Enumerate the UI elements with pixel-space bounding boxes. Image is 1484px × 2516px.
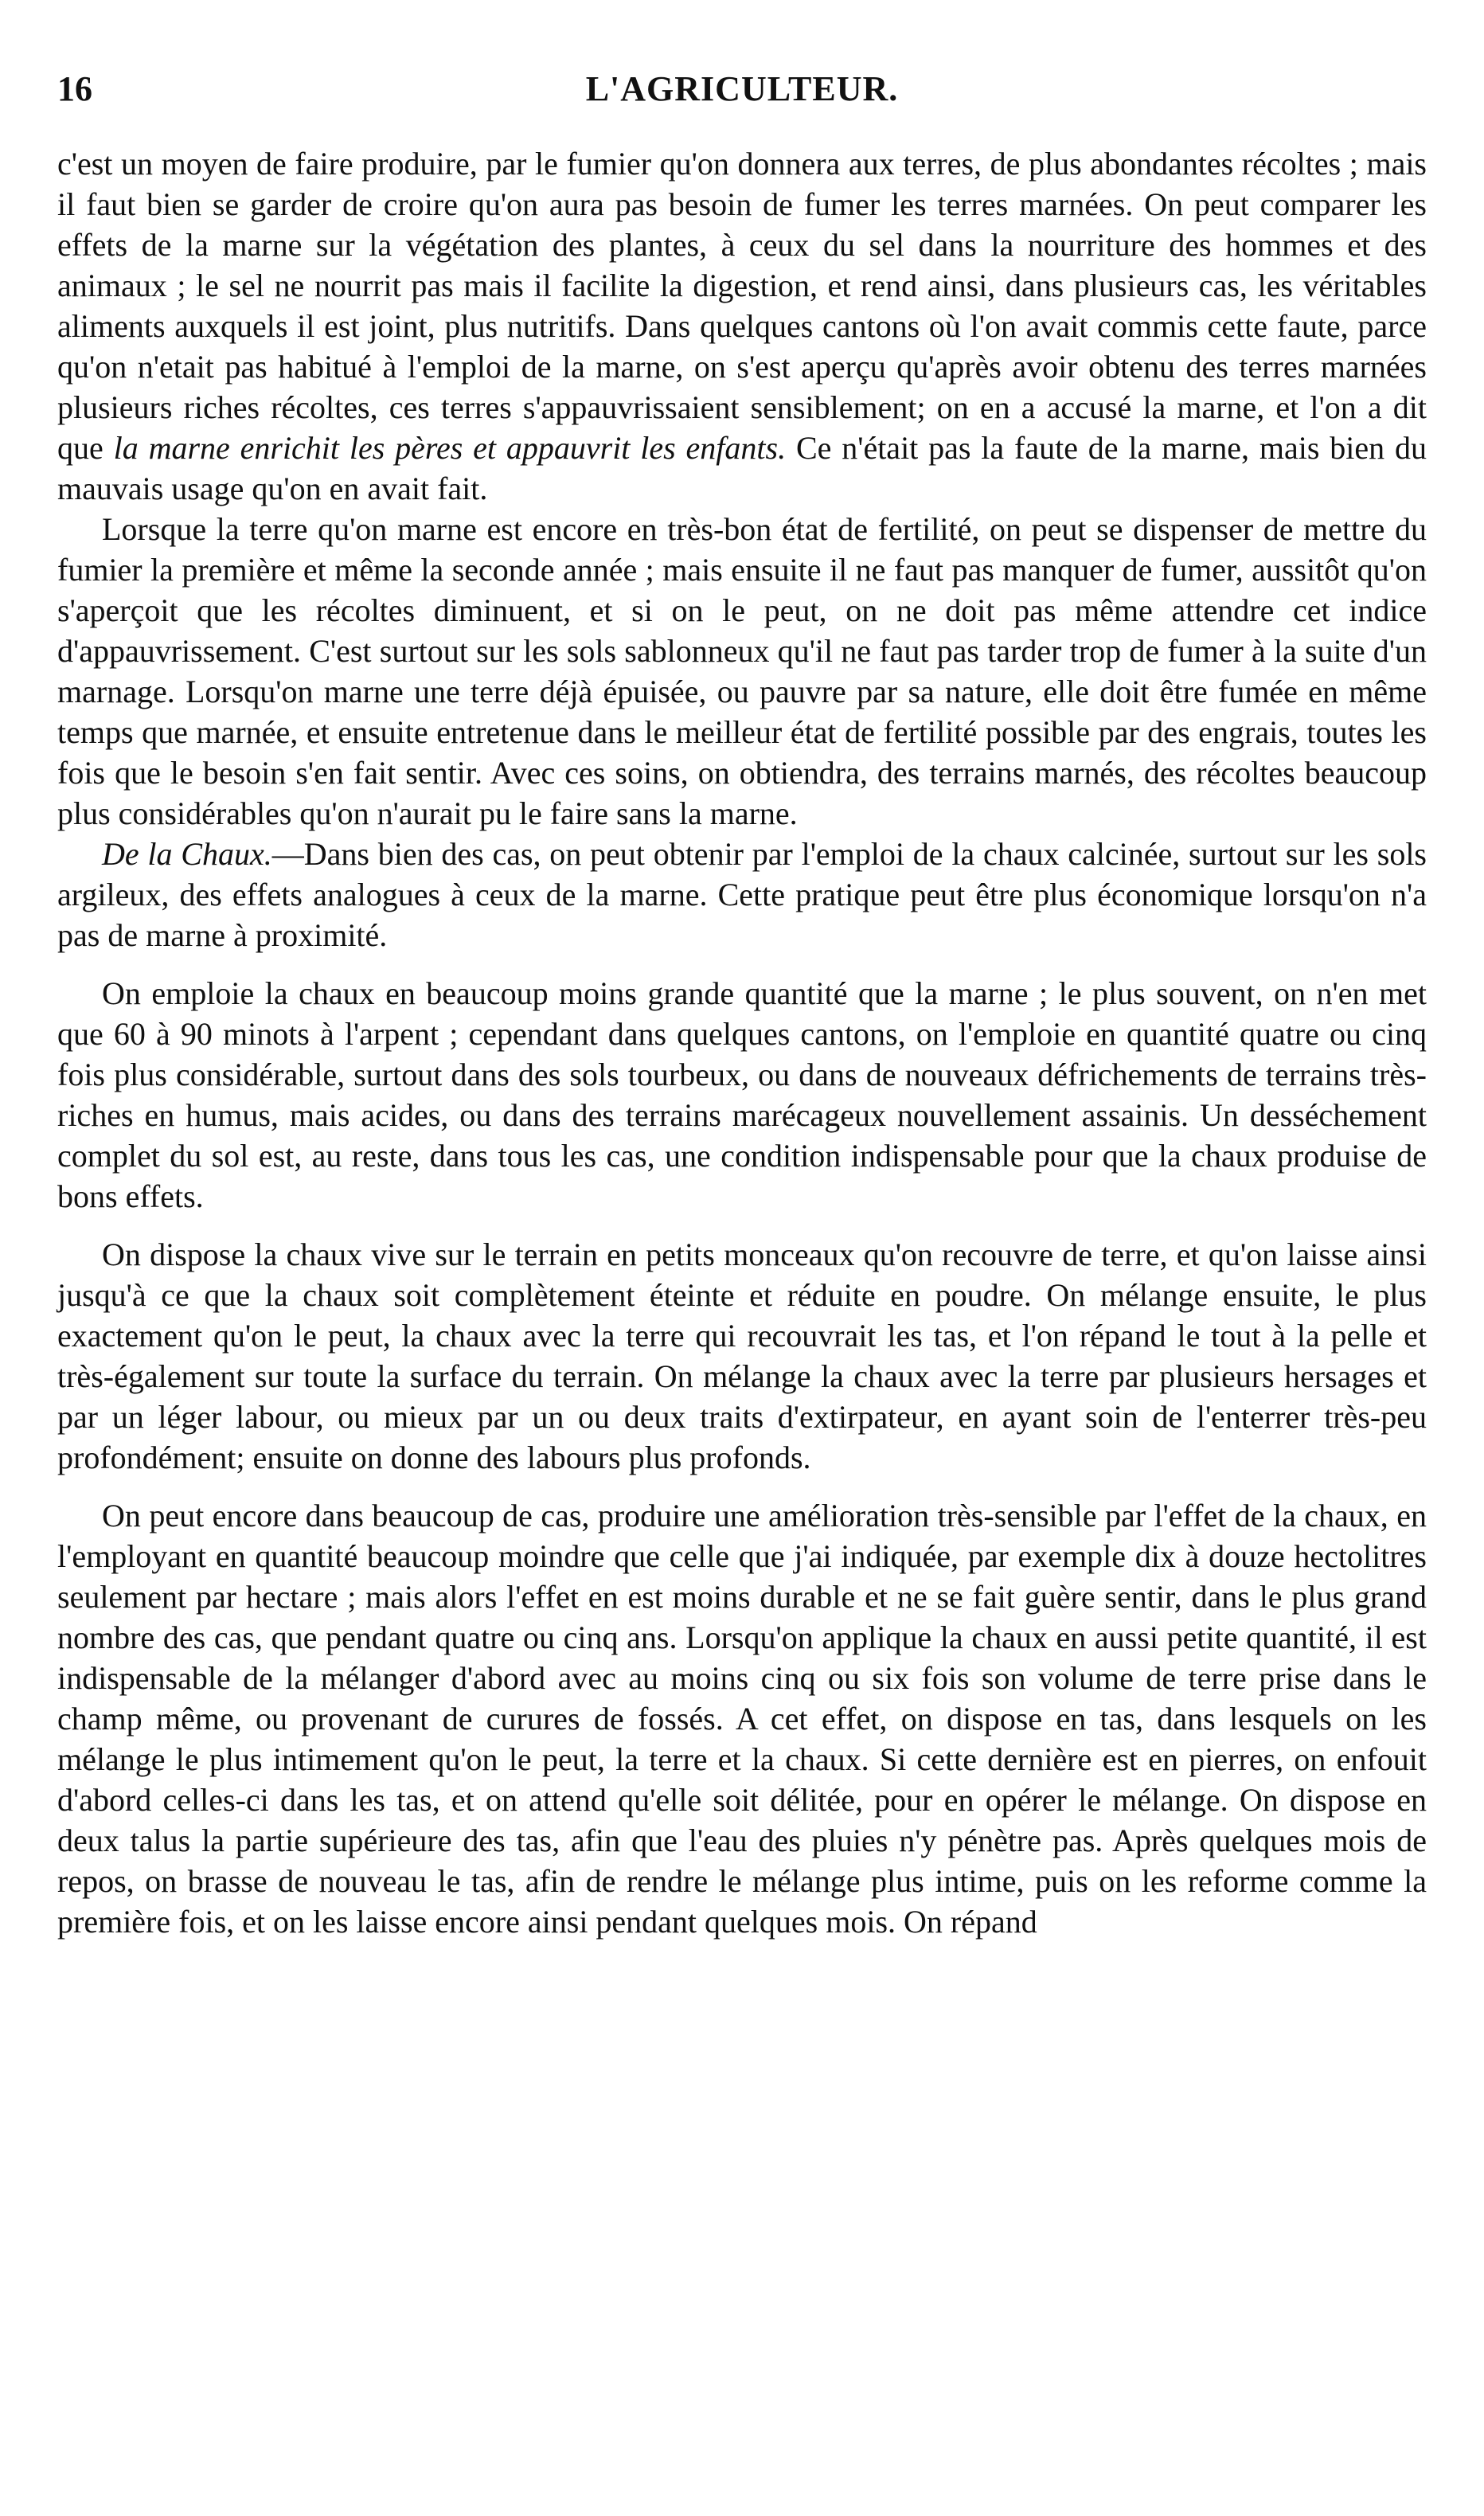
page-header [57, 68, 1427, 124]
text-run: Lorsque la terre qu'on marne est encore en très-bon état de fertilité, on peut se dispenser de mettre du fumier la première et même la seconde année ; mais ensuite il ne faut pas manquer de fumer, aussitôt qu'on s'aperçoit que les récoltes diminuent, et si on le peut, on ne doit pas même attendre cet indice d'appauvrissement. C'est surtout sur les sols sablonneux qu'il ne faut pas tarder trop de fumer à la suite d'un marnage. Lorsqu'on marne une terre déjà épuisée, ou pauvre par sa nature, elle doit être fumée en même temps que marnée, et ensuite entretenue dans le meilleur état de fertilité possible par des engrais, toutes les fois que le besoin s'en fait sentir. Avec ces soins, on obtiendra, des terrains marnés, des récoltes beaucoup plus considérables qu'on n'aurait pu le faire sans la marne. [57, 511, 1427, 831]
paragraph [57, 1495, 1427, 1942]
text-run: c'est un moyen de faire produire, par le fumier qu'on donnera aux terres, de plus abondantes récoltes ; mais il faut bien se garder de croire qu'on aura pas besoin de fumer les terres marnées. On peut comparer les effets de la marne sur la végétation des plantes, à ceux du sel dans la nourriture des hommes et des animaux ; le sel ne nourrit pas mais il facilite la digestion, et rend ainsi, dans plusieurs cas, les véritables aliments auxquels il est joint, plus nutritifs. Dans quelques cantons où l'on avait commis cette faute, parce qu'on n'etait pas habitué à l'emploi de la marne, on s'est aperçu qu'après avoir obtenu des terres marnées plusieurs riches récoltes, ces terres s'appauvrissaient sensiblement; on en a accusé la marne, et l'on a dit que [57, 146, 1427, 466]
italic-text-run: la marne enrichit les pères et appauvrit les enfants. [113, 430, 787, 466]
paragraph [57, 1234, 1427, 1478]
paragraph [57, 509, 1427, 834]
body-text [57, 143, 1427, 1942]
text-run: On dispose la chaux vive sur le terrain en petits monceaux qu'on recouvre de terre, et qu'on laisse ainsi jusqu'à ce que la chaux soit complètement éteinte et réduite en poudre. On mélange ensuite, le plus exactement qu'on le peut, la chaux avec la terre qui recouvrait les tas, et l'on répand le tout à la pelle et très-également sur toute la surface du terrain. On mélange la chaux avec la terre par plusieurs hersages et par un léger labour, ou mieux par un ou deux traits d'extirpateur, en ayant soin de l'enterrer très-peu profondément; ensuite on donne des labours plus profonds. [57, 1237, 1427, 1475]
text-run: On emploie la chaux en beaucoup moins grande quantité que la marne ; le plus souvent, on n'en met que 60 à 90 minots à l'arpent ; cependant dans quelques cantons, on l'emploie en quantité quatre ou cinq fois plus considérable, surtout dans des sols tourbeux, ou dans de nouveaux défrichements de terrains très-riches en humus, mais acides, ou dans des terrains marécageux nouvellement assainis. Un desséchement complet du sol est, au reste, dans tous les cas, une condition indispensable pour que la chaux produise de bons effets. [57, 975, 1427, 1214]
italic-text-run: De la Chaux. [102, 836, 272, 872]
paragraph [57, 143, 1427, 509]
running-title: L'AGRICULTEUR. [585, 69, 899, 108]
text-run: —Dans bien des cas, on peut obtenir par l'emploi de la chaux calcinée, surtout sur les sols argileux, des effets analogues à ceux de la marne. Cette pratique peut être plus économique lorsqu'on n'a pas de marne à proximité. [57, 836, 1427, 953]
paragraph [57, 973, 1427, 1217]
text-run: On peut encore dans beaucoup de cas, produire une amélioration très-sensible par l'effet de la chaux, en l'employant en quantité beaucoup moindre que celle que j'ai indiquée, par exemple dix à douze hectolitres seulement par hectare ; mais alors l'effet en est moins durable et ne se fait guère sentir, dans le plus grand nombre des cas, que pendant quatre ou cinq ans. Lorsqu'on applique la chaux en aussi petite quantité, il est indispensable de la mélanger d'abord avec au moins cinq ou six fois son volume de terre prise dans le champ même, ou provenant de curures de fossés. A cet effet, on dispose en tas, dans lesquels on les mélange le plus intimement qu'on le peut, la terre et la chaux. Si cette dernière est en pierres, on enfouit d'abord celles-ci dans les tas, et on attend qu'elle soit délitée, pour en opérer le mélange. On dispose en deux talus la partie supérieure des tas, afin que l'eau des pluies n'y pénètre pas. Après quelques mois de repos, on brasse de nouveau le tas, afin de rendre le mélange plus intime, puis on les reforme comme la première fois, et on les laisse encore ainsi pendant quelques mois. On répand [57, 1498, 1427, 1940]
text-run: Ce n'était pas la faute de la marne, mais bien du mauvais usage qu'on en avait fait. [57, 430, 1427, 506]
page-number: 16 [57, 69, 92, 108]
paragraph [57, 834, 1427, 955]
